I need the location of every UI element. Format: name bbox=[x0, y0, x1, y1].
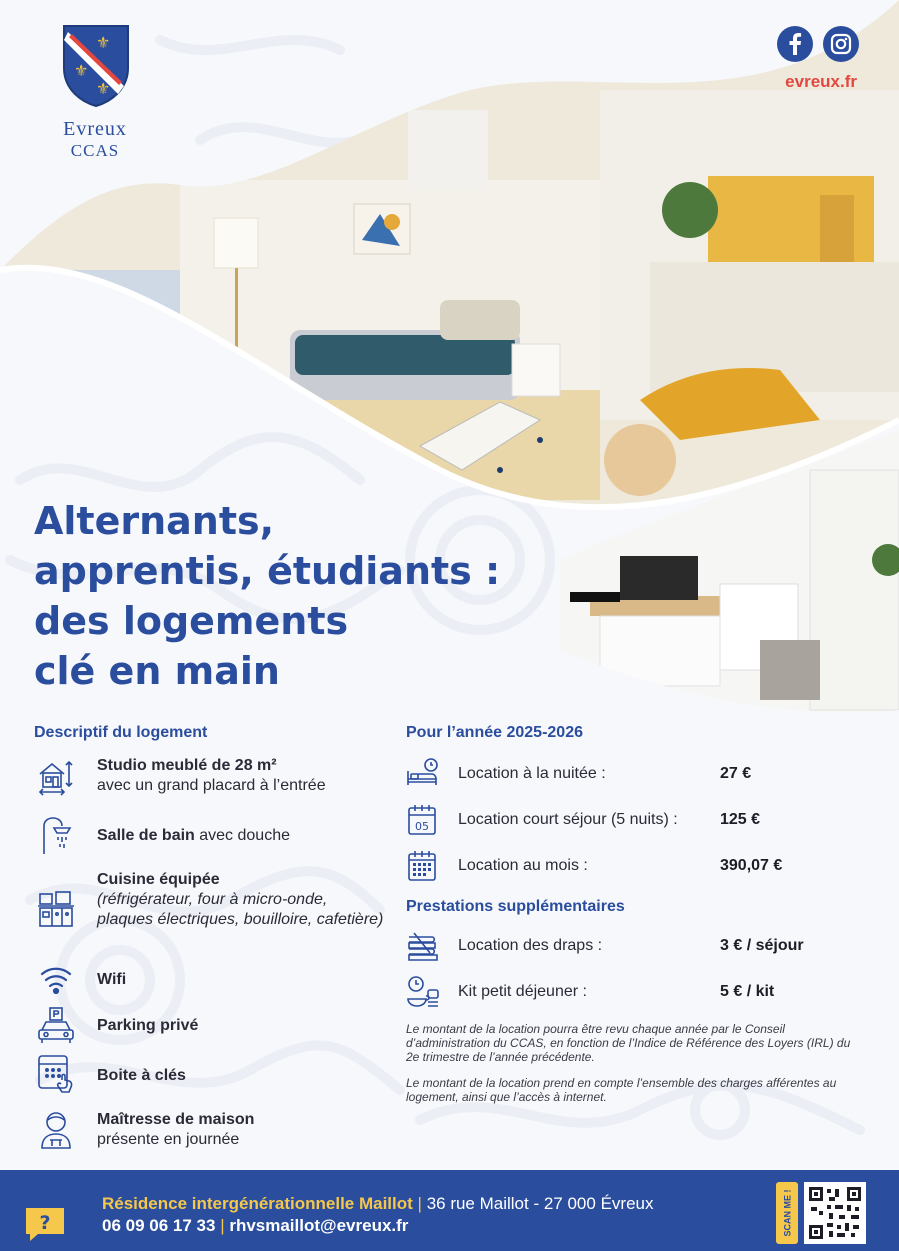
feature-studio bbox=[36, 756, 386, 796]
house-size-icon bbox=[36, 756, 76, 796]
price-row-short-stay bbox=[406, 802, 866, 838]
extra-row-sheets bbox=[406, 928, 866, 964]
social-links bbox=[777, 26, 859, 62]
feature-parking bbox=[36, 1006, 386, 1046]
pricing-title: Pour l’année 2025-2026 bbox=[406, 724, 583, 741]
feature-parking-label: Parking privé bbox=[97, 1017, 199, 1034]
feature-bath bbox=[36, 816, 386, 856]
feature-wifi-label: Wifi bbox=[97, 971, 127, 988]
title-line: Alternants, bbox=[34, 499, 275, 543]
svg-text:?: ? bbox=[39, 1212, 51, 1234]
scan-me-label: SCAN ME ! bbox=[782, 1189, 792, 1237]
calendar-day-text: 05 bbox=[415, 820, 429, 833]
price-value: 125 € bbox=[720, 811, 761, 828]
host-person-icon bbox=[36, 1110, 76, 1150]
feature-kitchen-desc: (réfrigérateur, four à micro-onde, plaques électriques, bouilloire, cafetière) bbox=[97, 891, 384, 928]
bedroom-photo bbox=[0, 0, 899, 520]
price-row-month bbox=[406, 848, 866, 884]
footer-contact-line: 06 09 06 17 33 | rhvsmaillot@evreux.fr bbox=[102, 1216, 409, 1235]
feature-kitchen bbox=[36, 870, 386, 930]
title-line: apprentis, étudiants : bbox=[34, 549, 501, 593]
svg-text:⚜: ⚜ bbox=[96, 33, 111, 52]
month-calendar-icon bbox=[406, 849, 440, 883]
features-title: Descriptif du logement bbox=[34, 724, 208, 741]
brand-ccas: CCAS bbox=[70, 141, 120, 160]
residence-address: 36 rue Maillot - 27 000 Évreux bbox=[426, 1194, 654, 1213]
extra-row-breakfast bbox=[406, 974, 866, 1010]
feature-keys-label: Boite à clés bbox=[97, 1067, 186, 1084]
feature-studio-bold: Studio meublé de 28 m² bbox=[97, 757, 277, 774]
extra-label: Kit petit déjeuner : bbox=[458, 983, 587, 1000]
kitchen-icon bbox=[36, 890, 76, 930]
website-link[interactable]: evreux.fr bbox=[785, 72, 857, 91]
contact-phone[interactable]: 06 09 06 17 33 bbox=[102, 1216, 216, 1235]
bed-clock-icon bbox=[406, 757, 440, 791]
pricing-note-charges: Le montant de la location prend en compte l’ensemble des charges afférentes au logement, ainsi que l’accès à internet. bbox=[406, 1076, 837, 1104]
pricing-note-revision: Le montant de la location pourra être revu chaque année par le Conseil d’administration du CCAS, en fonction de l’Indice de Référence des Loyers (IRL) du 2e trimestre de l’année précédente. bbox=[406, 1022, 851, 1064]
help-question-icon bbox=[24, 1206, 66, 1242]
price-label: Location court séjour (5 nuits) : bbox=[458, 811, 678, 828]
feature-studio-desc: avec un grand placard à l’entrée bbox=[97, 777, 326, 794]
extras-title: Prestations supplémentaires bbox=[406, 898, 625, 915]
feature-bath-bold: Salle de bain bbox=[97, 827, 195, 844]
feature-bath-desc: avec douche bbox=[194, 827, 290, 844]
price-value: 390,07 € bbox=[720, 857, 783, 874]
feature-keys bbox=[36, 1054, 386, 1094]
extra-value: 5 € / kit bbox=[720, 983, 775, 1000]
residence-name: Résidence intergénérationnelle Maillot bbox=[102, 1194, 413, 1213]
calendar-icon bbox=[406, 803, 440, 837]
parking-car-icon bbox=[36, 1006, 76, 1046]
price-label: Location à la nuitée : bbox=[458, 765, 606, 782]
scan-me-tag bbox=[776, 1182, 798, 1244]
price-row-night bbox=[406, 756, 866, 792]
brand-block bbox=[40, 118, 150, 161]
price-label: Location au mois : bbox=[458, 857, 588, 874]
svg-text:⚜: ⚜ bbox=[96, 79, 111, 98]
keybox-icon bbox=[36, 1054, 76, 1094]
extra-label: Location des draps : bbox=[458, 937, 603, 954]
title-line: clé en main bbox=[34, 649, 280, 693]
shower-icon bbox=[36, 816, 76, 856]
sheets-icon bbox=[406, 929, 440, 963]
feature-wifi bbox=[36, 962, 386, 1002]
footer-bar bbox=[0, 1170, 899, 1251]
footer-address-line: Résidence intergénérationnelle Maillot | 36 rue Maillot - 27 000 Évreux bbox=[102, 1194, 654, 1213]
facebook-icon[interactable] bbox=[777, 26, 813, 62]
feature-host bbox=[36, 1110, 386, 1150]
price-value: 27 € bbox=[720, 765, 752, 782]
instagram-icon[interactable] bbox=[823, 26, 859, 62]
qr-code[interactable] bbox=[804, 1182, 866, 1244]
page-title bbox=[34, 496, 554, 696]
brand-city: Evreux bbox=[63, 118, 127, 140]
city-crest-logo bbox=[60, 24, 132, 108]
feature-host-desc: présente en journée bbox=[97, 1131, 240, 1148]
feature-kitchen-bold: Cuisine équipée bbox=[97, 871, 220, 888]
feature-host-bold: Maîtresse de maison bbox=[97, 1111, 255, 1128]
wifi-icon bbox=[36, 962, 76, 1002]
extra-value: 3 € / séjour bbox=[720, 937, 804, 954]
breakfast-icon bbox=[406, 975, 440, 1009]
title-line: des logements bbox=[34, 599, 349, 643]
contact-email[interactable]: rhvsmaillot@evreux.fr bbox=[229, 1216, 409, 1235]
svg-text:⚜: ⚜ bbox=[74, 61, 89, 80]
